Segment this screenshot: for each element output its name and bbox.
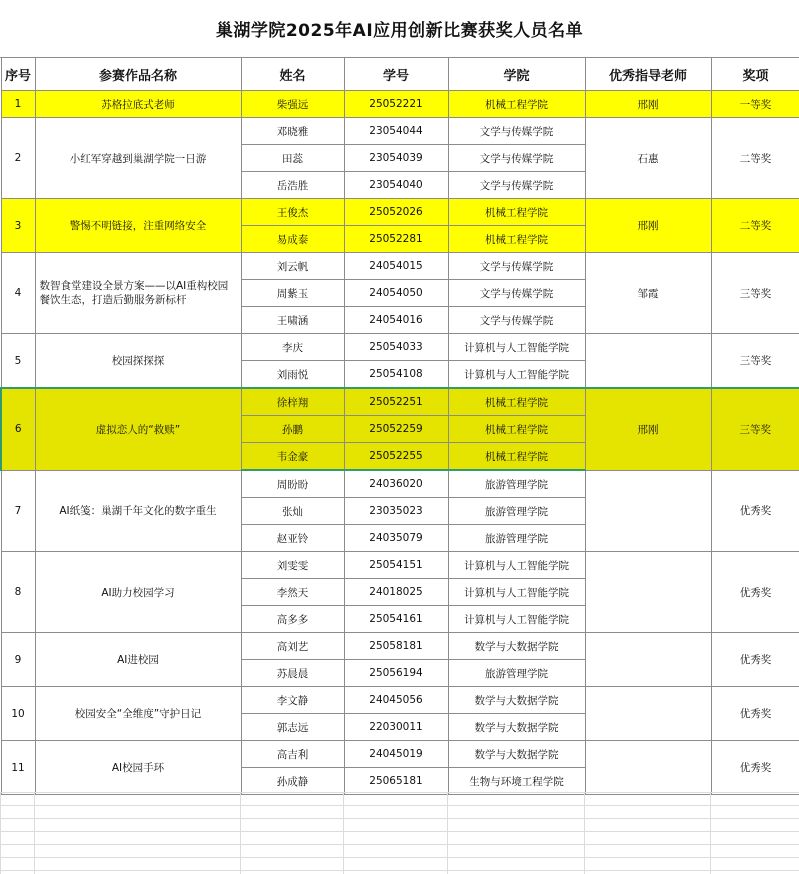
cell-advisor[interactable]: 邢刚 [585,91,711,118]
header-cell-college[interactable]: 学院 [448,58,585,91]
cell-name[interactable]: 郭志远 [241,714,344,741]
cell-id[interactable]: 25052026 [344,199,448,226]
header-cell-name[interactable]: 姓名 [241,58,344,91]
cell-no[interactable]: 6 [1,388,35,470]
cell-college[interactable]: 机械工程学院 [448,226,585,253]
cell-college[interactable]: 文学与传媒学院 [448,172,585,199]
cell-name[interactable]: 王啸涵 [241,307,344,334]
header-cell-id[interactable]: 学号 [344,58,448,91]
table-row [1,552,799,579]
cell-name[interactable]: 易成泰 [241,226,344,253]
cell-name[interactable]: 赵亚铃 [241,525,344,552]
cell-id[interactable]: 25054108 [344,361,448,389]
cell-id[interactable]: 24018025 [344,579,448,606]
sheet-title[interactable]: 巢湖学院2025年AI应用创新比赛获奖人员名单 [0,0,799,58]
cell-advisor[interactable] [585,552,711,633]
cell-work[interactable]: 校园安全“全维度”守护日记 [35,687,241,741]
cell-college[interactable]: 文学与传媒学院 [448,118,585,145]
cell-no[interactable]: 4 [1,253,35,334]
table-row [1,199,799,226]
cell-id[interactable]: 22030011 [344,714,448,741]
cell-name[interactable]: 徐梓翔 [241,388,344,416]
cell-name[interactable]: 高多多 [241,606,344,633]
cell-award[interactable]: 优秀奖 [711,687,799,741]
cell-award[interactable]: 优秀奖 [711,552,799,633]
cell-work[interactable]: AI进校园 [35,633,241,687]
cell-college[interactable]: 机械工程学院 [448,443,585,471]
cell-award[interactable]: 一等奖 [711,91,799,118]
cell-work[interactable]: 虚拟恋人的“救赎” [35,388,241,470]
cell-no[interactable]: 11 [1,741,35,795]
cell-advisor[interactable] [585,334,711,389]
cell-name[interactable]: 李文静 [241,687,344,714]
cell-award[interactable]: 二等奖 [711,118,799,199]
cell-id[interactable]: 25052255 [344,443,448,471]
cell-name[interactable]: 周紫玉 [241,280,344,307]
table-row [1,633,799,660]
cell-award[interactable]: 三等奖 [711,388,799,470]
header-cell-no[interactable]: 序号 [1,58,35,91]
cell-college[interactable]: 机械工程学院 [448,199,585,226]
empty-grid-area [0,792,799,874]
cell-no[interactable]: 3 [1,199,35,253]
cell-name[interactable]: 田蕊 [241,145,344,172]
cell-college[interactable]: 计算机与人工智能学院 [448,361,585,389]
cell-college[interactable]: 文学与传媒学院 [448,253,585,280]
cell-college[interactable]: 文学与传媒学院 [448,145,585,172]
award-table [0,57,799,795]
table-row [1,253,799,280]
cell-college[interactable]: 计算机与人工智能学院 [448,334,585,361]
table-body [1,91,799,795]
cell-name[interactable]: 孙鹏 [241,416,344,443]
cell-name[interactable]: 高吉利 [241,741,344,768]
cell-id[interactable]: 23054039 [344,145,448,172]
cell-advisor[interactable] [585,633,711,687]
cell-advisor[interactable] [585,741,711,795]
cell-name[interactable]: 韦金豪 [241,443,344,471]
cell-id[interactable]: 25056194 [344,660,448,687]
cell-college[interactable]: 数学与大数据学院 [448,741,585,768]
cell-id[interactable]: 24035079 [344,525,448,552]
cell-name[interactable]: 刘雯雯 [241,552,344,579]
table-row [1,388,799,416]
table-row [1,91,799,118]
cell-name[interactable]: 苏晨晨 [241,660,344,687]
cell-id[interactable]: 24036020 [344,470,448,498]
cell-advisor[interactable] [585,470,711,552]
cell-name[interactable]: 刘云帆 [241,253,344,280]
cell-college[interactable]: 生物与环境工程学院 [448,768,585,795]
cell-name[interactable]: 孙成静 [241,768,344,795]
cell-name[interactable]: 岳浩胜 [241,172,344,199]
cell-college[interactable]: 数学与大数据学院 [448,714,585,741]
cell-id[interactable]: 25054151 [344,552,448,579]
cell-college[interactable]: 文学与传媒学院 [448,280,585,307]
cell-no[interactable]: 1 [1,91,35,118]
cell-advisor[interactable]: 邢刚 [585,388,711,470]
cell-no[interactable]: 7 [1,470,35,552]
cell-college[interactable]: 机械工程学院 [448,388,585,416]
cell-work[interactable]: 小红军穿越到巢湖学院一日游 [35,118,241,199]
cell-id[interactable]: 25052259 [344,416,448,443]
cell-college[interactable]: 计算机与人工智能学院 [448,579,585,606]
cell-college[interactable]: 机械工程学院 [448,91,585,118]
header-cell-award[interactable]: 奖项 [711,58,799,91]
cell-college[interactable]: 数学与大数据学院 [448,633,585,660]
cell-no[interactable]: 2 [1,118,35,199]
cell-college[interactable]: 数学与大数据学院 [448,687,585,714]
cell-id[interactable]: 25065181 [344,768,448,795]
cell-name[interactable]: 刘雨悦 [241,361,344,389]
header-row [1,58,799,91]
cell-no[interactable]: 9 [1,633,35,687]
cell-id[interactable]: 24045019 [344,741,448,768]
cell-award[interactable]: 三等奖 [711,334,799,389]
cell-id[interactable]: 25054161 [344,606,448,633]
table-row [1,687,799,714]
cell-name[interactable]: 邓晓雅 [241,118,344,145]
cell-id[interactable]: 24054016 [344,307,448,334]
cell-college[interactable]: 文学与传媒学院 [448,307,585,334]
cell-id[interactable]: 24054015 [344,253,448,280]
cell-college[interactable]: 计算机与人工智能学院 [448,606,585,633]
cell-work[interactable]: 警惕不明链接，注重网络安全 [35,199,241,253]
cell-no[interactable]: 5 [1,334,35,389]
cell-name[interactable]: 李庆 [241,334,344,361]
cell-award[interactable]: 优秀奖 [711,470,799,552]
cell-college[interactable]: 旅游管理学院 [448,525,585,552]
cell-college[interactable]: 计算机与人工智能学院 [448,552,585,579]
cell-id[interactable]: 24054050 [344,280,448,307]
cell-work[interactable]: 数智食堂建设全景方案——以AI重构校园餐饮生态，打造后勤服务新标杆 [35,253,241,334]
cell-college[interactable]: 旅游管理学院 [448,660,585,687]
table-row [1,741,799,768]
cell-id[interactable]: 24045056 [344,687,448,714]
cell-college[interactable]: 旅游管理学院 [448,470,585,498]
cell-id[interactable]: 25052281 [344,226,448,253]
cell-work[interactable]: AI校园手环 [35,741,241,795]
cell-advisor[interactable]: 邹霞 [585,253,711,334]
table-row [1,470,799,498]
cell-advisor[interactable]: 邢刚 [585,199,711,253]
cell-name[interactable]: 李然天 [241,579,344,606]
cell-name[interactable]: 柴强远 [241,91,344,118]
header-cell-advisor[interactable]: 优秀指导老师 [585,58,711,91]
cell-name[interactable]: 周盼盼 [241,470,344,498]
cell-id[interactable]: 25058181 [344,633,448,660]
cell-id[interactable]: 25052251 [344,388,448,416]
cell-id[interactable]: 25052221 [344,91,448,118]
cell-id[interactable]: 23054040 [344,172,448,199]
cell-work[interactable]: AI助力校园学习 [35,552,241,633]
cell-id[interactable]: 25054033 [344,334,448,361]
cell-no[interactable]: 8 [1,552,35,633]
cell-name[interactable]: 王俊杰 [241,199,344,226]
cell-name[interactable]: 张灿 [241,498,344,525]
cell-advisor[interactable] [585,687,711,741]
header-cell-work[interactable]: 参赛作品名称 [35,58,241,91]
cell-work[interactable]: 校园探探探 [35,334,241,389]
cell-no[interactable]: 10 [1,687,35,741]
cell-college[interactable]: 机械工程学院 [448,416,585,443]
cell-award[interactable]: 三等奖 [711,253,799,334]
table-row [1,118,799,145]
cell-advisor[interactable]: 石惠 [585,118,711,199]
cell-award[interactable]: 二等奖 [711,199,799,253]
cell-id[interactable]: 23035023 [344,498,448,525]
cell-id[interactable]: 23054044 [344,118,448,145]
cell-award[interactable]: 优秀奖 [711,633,799,687]
cell-name[interactable]: 高刘艺 [241,633,344,660]
cell-work[interactable]: 苏格拉底式老师 [35,91,241,118]
cell-college[interactable]: 旅游管理学院 [448,498,585,525]
table-row [1,334,799,361]
cell-award[interactable]: 优秀奖 [711,741,799,795]
cell-work[interactable]: AI纸笺：巢湖千年文化的数字重生 [35,470,241,552]
